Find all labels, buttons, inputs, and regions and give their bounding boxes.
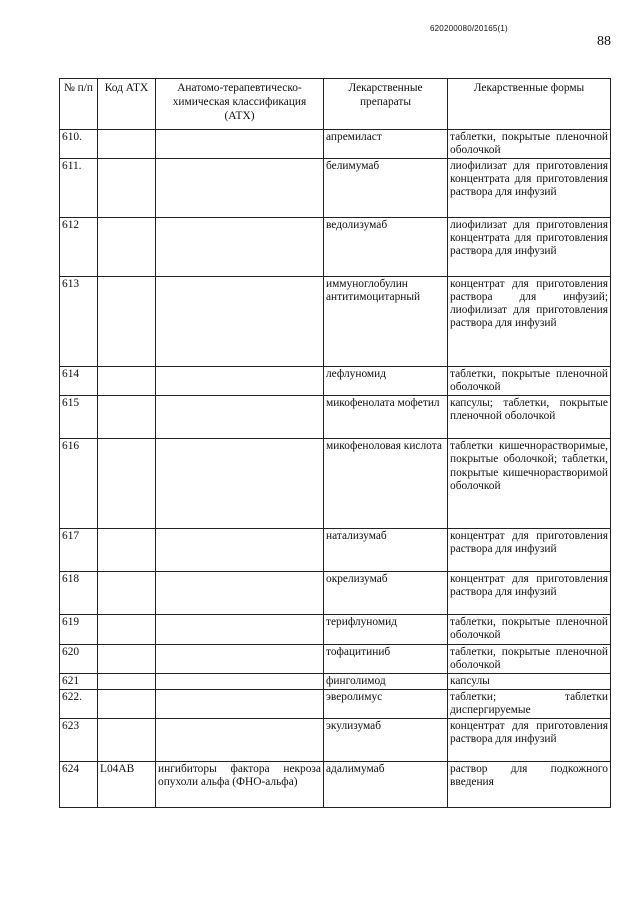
table-row	[60, 719, 611, 762]
row-number-cell: 613	[60, 277, 98, 367]
atc-code-cell	[98, 689, 156, 718]
atc-code-cell	[98, 159, 156, 218]
atc-code-cell	[98, 673, 156, 689]
drug-name-cell: тофацитиниб	[324, 644, 448, 673]
atc-code-cell	[98, 396, 156, 439]
table-row	[60, 396, 611, 439]
dosage-form-cell: таблетки, покрытые пленочной оболочкой	[448, 367, 611, 396]
row-number-cell: 618	[60, 572, 98, 615]
atc-code-cell	[98, 218, 156, 277]
dosage-form-cell: лиофилизат для приготовления концентрата для приготовления раствора для инфузий	[448, 218, 611, 277]
drug-name-cell: ведолизумаб	[324, 218, 448, 277]
atc-code-cell	[98, 644, 156, 673]
dosage-form-cell: таблетки кишечнорастворимые, покрытые оболочкой; таблетки, покрытые кишечнорастворимой оболочкой	[448, 439, 611, 529]
atc-code-cell: L04AB	[98, 762, 156, 808]
row-number-cell: 622.	[60, 689, 98, 718]
table-row	[60, 762, 611, 808]
atc-classification-cell	[156, 572, 324, 615]
row-number-cell: 621	[60, 673, 98, 689]
row-number-cell: 612	[60, 218, 98, 277]
row-number-cell: 611.	[60, 159, 98, 218]
atc-classification-cell	[156, 615, 324, 644]
dosage-form-cell: таблетки, покрытые пленочной оболочкой	[448, 130, 611, 159]
drug-name-cell: экулизумаб	[324, 719, 448, 762]
atc-classification-cell	[156, 367, 324, 396]
atc-classification-cell	[156, 130, 324, 159]
drug-name-cell: терифлуномид	[324, 615, 448, 644]
row-number-cell: 615	[60, 396, 98, 439]
header-dosage-forms: Лекарственные формы	[448, 79, 611, 130]
table-row	[60, 218, 611, 277]
row-number-cell: 623	[60, 719, 98, 762]
drug-name-cell: иммуноглобулин антитимоцитарный	[324, 277, 448, 367]
atc-classification-cell	[156, 159, 324, 218]
atc-code-cell	[98, 439, 156, 529]
atc-code-cell	[98, 529, 156, 572]
row-number-cell: 619	[60, 615, 98, 644]
drug-name-cell: окрелизумаб	[324, 572, 448, 615]
drug-name-cell: микофенолата мофетил	[324, 396, 448, 439]
dosage-form-cell: концентрат для приготовления раствора для инфузий	[448, 572, 611, 615]
dosage-form-cell: концентрат для приготовления раствора для инфузий	[448, 719, 611, 762]
table-row	[60, 689, 611, 718]
row-number-cell: 620	[60, 644, 98, 673]
atc-code-cell	[98, 572, 156, 615]
atc-classification-cell	[156, 439, 324, 529]
page-number: 88	[597, 34, 611, 49]
table-row	[60, 673, 611, 689]
drug-name-cell: апремиласт	[324, 130, 448, 159]
dosage-form-cell: лиофилизат для приготовления концентрата для приготовления раствора для инфузий	[448, 159, 611, 218]
row-number-cell: 616	[60, 439, 98, 529]
table-row	[60, 572, 611, 615]
atc-classification-cell	[156, 689, 324, 718]
row-number-cell: 617	[60, 529, 98, 572]
atc-code-cell	[98, 615, 156, 644]
row-number-cell: 614	[60, 367, 98, 396]
atc-code-cell	[98, 277, 156, 367]
atc-classification-cell	[156, 719, 324, 762]
atc-classification-cell	[156, 277, 324, 367]
dosage-form-cell: концентрат для приготовления раствора для инфузий	[448, 529, 611, 572]
drug-name-cell: лефлуномид	[324, 367, 448, 396]
table-body	[60, 130, 611, 808]
dosage-form-cell: таблетки, покрытые пленочной оболочкой	[448, 644, 611, 673]
table-row	[60, 439, 611, 529]
table-row	[60, 367, 611, 396]
atc-classification-cell	[156, 218, 324, 277]
row-number-cell: 610.	[60, 130, 98, 159]
table-header-row	[60, 79, 611, 130]
atc-classification-cell: ингибиторы фактора некроза опухоли альфа (ФНО-альфа)	[156, 762, 324, 808]
row-number-cell: 624	[60, 762, 98, 808]
header-atc-classification: Анатомо-терапевтическо-химическая классификация (АТХ)	[156, 79, 324, 130]
table-row	[60, 159, 611, 218]
table-row	[60, 130, 611, 159]
atc-classification-cell	[156, 673, 324, 689]
table-row	[60, 529, 611, 572]
dosage-form-cell: концентрат для приготовления раствора для инфузий; лиофилизат для приготовления раствора для инфузий	[448, 277, 611, 367]
dosage-form-cell: раствор для подкожного введения	[448, 762, 611, 808]
table-row	[60, 615, 611, 644]
header-drugs: Лекарственные препараты	[324, 79, 448, 130]
drug-name-cell: микофеноловая кислота	[324, 439, 448, 529]
drug-name-cell: белимумаб	[324, 159, 448, 218]
atc-classification-cell	[156, 644, 324, 673]
drug-name-cell: эверолимус	[324, 689, 448, 718]
drug-name-cell: финголимод	[324, 673, 448, 689]
table-row	[60, 644, 611, 673]
table-row	[60, 277, 611, 367]
atc-code-cell	[98, 719, 156, 762]
drug-table	[59, 78, 611, 808]
atc-code-cell	[98, 367, 156, 396]
dosage-form-cell: капсулы; таблетки, покрытые пленочной оболочкой	[448, 396, 611, 439]
atc-classification-cell	[156, 396, 324, 439]
atc-classification-cell	[156, 529, 324, 572]
drug-name-cell: натализумаб	[324, 529, 448, 572]
header-number: № п/п	[60, 79, 98, 130]
header-atc-code: Код АТХ	[98, 79, 156, 130]
dosage-form-cell: таблетки; таблетки диспергируемые	[448, 689, 611, 718]
dosage-form-cell: капсулы	[448, 673, 611, 689]
dosage-form-cell: таблетки, покрытые пленочной оболочкой	[448, 615, 611, 644]
drug-name-cell: адалимумаб	[324, 762, 448, 808]
atc-code-cell	[98, 130, 156, 159]
document-id: 620200080/20165(1)	[430, 24, 508, 33]
